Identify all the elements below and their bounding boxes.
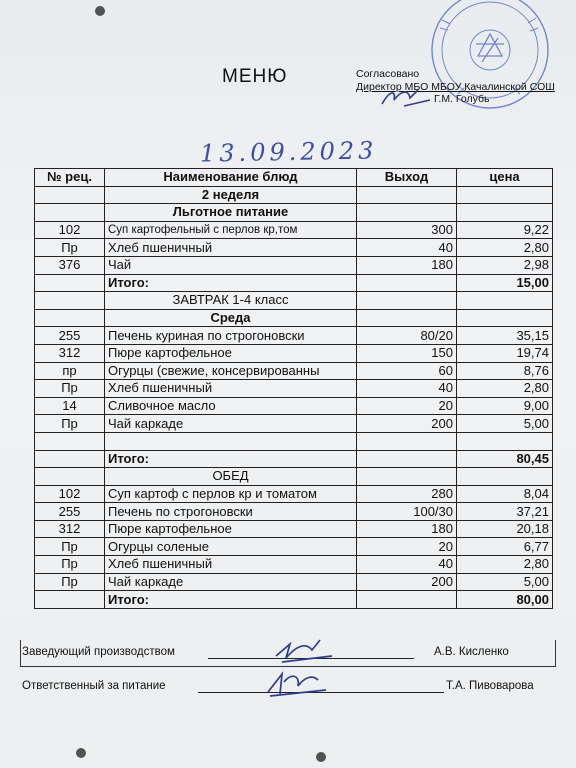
output-cell <box>357 274 457 292</box>
recipe-code-cell: 102 <box>35 485 105 503</box>
recipe-code-cell <box>35 309 105 327</box>
recipe-code-cell: 255 <box>35 327 105 345</box>
price-cell: 20,18 <box>457 520 553 538</box>
price-cell: 19,74 <box>457 344 553 362</box>
dish-name-cell: Сливочное масло <box>105 397 357 415</box>
table-row-item <box>35 239 553 257</box>
output-cell <box>357 204 457 222</box>
column-header-price: цена <box>457 169 553 187</box>
dish-name-cell: Хлеб пшеничный <box>105 380 357 398</box>
dish-name-cell: Хлеб пшеничный <box>105 239 357 257</box>
price-cell: 2,98 <box>457 256 553 274</box>
price-cell <box>457 186 553 204</box>
price-cell: 9,00 <box>457 397 553 415</box>
table-row-item <box>35 556 553 574</box>
table-header-row <box>35 169 553 187</box>
dish-name-cell: Огурцы соленые <box>105 538 357 556</box>
price-cell: 37,21 <box>457 503 553 521</box>
nutrition-signature-icon <box>262 668 332 700</box>
price-cell: 2,80 <box>457 380 553 398</box>
dish-name-cell: Итого: <box>105 591 357 609</box>
table-row-item <box>35 573 553 591</box>
dish-name-cell: Огурцы (свежие, консервированны <box>105 362 357 380</box>
table-row-item <box>35 256 553 274</box>
output-cell <box>357 468 457 486</box>
production-head-label: Заведующий производством <box>22 646 175 658</box>
dish-name-cell: 2 неделя <box>105 186 357 204</box>
dish-name-cell: Итого: <box>105 450 357 468</box>
dish-name-cell: Печень куриная по строгоновски <box>105 327 357 345</box>
table-row-section-bold <box>35 309 553 327</box>
output-cell: 180 <box>357 256 457 274</box>
output-cell <box>357 292 457 310</box>
recipe-code-cell <box>35 468 105 486</box>
dish-name-cell: Хлеб пшеничный <box>105 556 357 574</box>
recipe-code-cell: Пр <box>35 415 105 433</box>
output-cell: 60 <box>357 362 457 380</box>
output-cell: 300 <box>357 221 457 239</box>
dish-name-cell <box>105 432 357 450</box>
price-cell: 5,00 <box>457 415 553 433</box>
table-row-total <box>35 274 553 292</box>
dish-name-cell: Льготное питание <box>105 204 357 222</box>
price-cell: 9,22 <box>457 221 553 239</box>
output-cell: 280 <box>357 485 457 503</box>
recipe-code-cell: 102 <box>35 221 105 239</box>
output-cell: 40 <box>357 380 457 398</box>
price-cell: 2,80 <box>457 239 553 257</box>
table-row-item <box>35 415 553 433</box>
table-row-section-bold <box>35 186 553 204</box>
recipe-code-cell <box>35 591 105 609</box>
table-row-section <box>35 468 553 486</box>
price-cell: 6,77 <box>457 538 553 556</box>
nutrition-responsible-label: Ответственный за питание <box>22 680 166 692</box>
table-row-item <box>35 485 553 503</box>
recipe-code-cell <box>35 292 105 310</box>
table-row-item <box>35 538 553 556</box>
table-row-item-small <box>35 221 553 239</box>
output-cell: 200 <box>357 415 457 433</box>
recipe-code-cell <box>35 432 105 450</box>
dish-name-cell: Чай каркаде <box>105 415 357 433</box>
price-cell: 80,00 <box>457 591 553 609</box>
nutrition-responsible-name: Т.А. Пивоварова <box>446 680 534 692</box>
recipe-code-cell: Пр <box>35 239 105 257</box>
table-row-item <box>35 344 553 362</box>
dish-name-cell: ОБЕД <box>105 468 357 486</box>
output-cell: 80/20 <box>357 327 457 345</box>
recipe-code-cell: Пр <box>35 380 105 398</box>
output-cell: 20 <box>357 538 457 556</box>
dish-name-cell: Суп картоф с перлов кр и томатом <box>105 485 357 503</box>
output-cell: 180 <box>357 520 457 538</box>
price-cell: 8,04 <box>457 485 553 503</box>
punch-hole-bottom-right <box>316 752 326 762</box>
recipe-code-cell <box>35 274 105 292</box>
approval-label: Согласовано <box>356 68 420 80</box>
handwritten-date: 13.09.2023 <box>199 136 378 168</box>
table-row-item <box>35 503 553 521</box>
output-cell <box>357 309 457 327</box>
price-cell: 5,00 <box>457 573 553 591</box>
menu-table-body <box>35 186 553 608</box>
punch-hole-bottom-left <box>76 748 86 758</box>
dish-name-cell: Суп картофельный с перлов кр,том <box>105 221 357 239</box>
output-cell: 40 <box>357 556 457 574</box>
table-row-item <box>35 327 553 345</box>
recipe-code-cell <box>35 450 105 468</box>
table-row-item <box>35 380 553 398</box>
table-row-section <box>35 292 553 310</box>
output-cell <box>357 432 457 450</box>
recipe-code-cell: 312 <box>35 520 105 538</box>
menu-table <box>34 168 553 609</box>
dish-name-cell: Пюре картофельное <box>105 520 357 538</box>
page-title: МЕНЮ <box>222 66 288 87</box>
price-cell: 2,80 <box>457 556 553 574</box>
price-cell: 80,45 <box>457 450 553 468</box>
price-cell <box>457 468 553 486</box>
table-row-item <box>35 397 553 415</box>
price-cell <box>457 292 553 310</box>
output-cell: 20 <box>357 397 457 415</box>
dish-name-cell: Чай <box>105 256 357 274</box>
production-signature-icon <box>272 636 336 666</box>
column-header-name: Наименование блюд <box>105 169 357 187</box>
approval-signature-icon <box>380 86 432 110</box>
output-cell: 40 <box>357 239 457 257</box>
recipe-code-cell: 312 <box>35 344 105 362</box>
dish-name-cell: Чай каркаде <box>105 573 357 591</box>
dish-name-cell: Печень по строгоновски <box>105 503 357 521</box>
dish-name-cell: ЗАВТРАК 1-4 класс <box>105 292 357 310</box>
price-cell <box>457 309 553 327</box>
recipe-code-cell: 376 <box>35 256 105 274</box>
output-cell: 200 <box>357 573 457 591</box>
production-head-name: А.В. Кисленко <box>434 646 509 658</box>
output-cell <box>357 450 457 468</box>
price-cell <box>457 432 553 450</box>
price-cell: 35,15 <box>457 327 553 345</box>
price-cell: 15,00 <box>457 274 553 292</box>
price-cell <box>457 204 553 222</box>
table-row-blank <box>35 432 553 450</box>
recipe-code-cell <box>35 186 105 204</box>
output-cell: 100/30 <box>357 503 457 521</box>
recipe-code-cell <box>35 204 105 222</box>
recipe-code-cell: пр <box>35 362 105 380</box>
table-row-item <box>35 362 553 380</box>
approval-director: Директор МБО МБОУ Качалинской СОШ <box>356 80 555 93</box>
recipe-code-cell: Пр <box>35 556 105 574</box>
column-header-code: № рец. <box>35 169 105 187</box>
dish-name-cell: Среда <box>105 309 357 327</box>
recipe-code-cell: 255 <box>35 503 105 521</box>
output-cell: 150 <box>357 344 457 362</box>
recipe-code-cell: Пр <box>35 573 105 591</box>
table-row-total <box>35 450 553 468</box>
recipe-code-cell: 14 <box>35 397 105 415</box>
price-cell: 8,76 <box>457 362 553 380</box>
output-cell <box>357 591 457 609</box>
output-cell <box>357 186 457 204</box>
recipe-code-cell: Пр <box>35 538 105 556</box>
table-row-section-bold <box>35 204 553 222</box>
dish-name-cell: Итого: <box>105 274 357 292</box>
punch-hole-top <box>95 6 105 16</box>
approval-name: Г.М. Голубь <box>434 93 490 105</box>
table-row-item <box>35 520 553 538</box>
table-row-total <box>35 591 553 609</box>
dish-name-cell: Пюре картофельное <box>105 344 357 362</box>
column-header-output: Выход <box>357 169 457 187</box>
